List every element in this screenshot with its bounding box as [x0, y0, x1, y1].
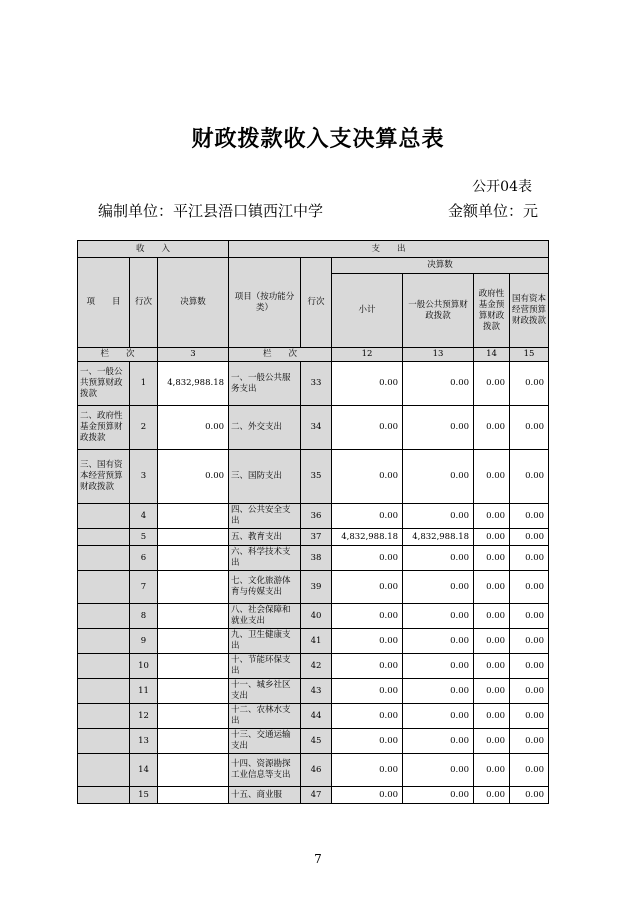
income-line-cell: 7	[130, 571, 158, 604]
expense-line-cell: 42	[301, 654, 332, 679]
gov-fund-cell: 0.00	[474, 529, 510, 546]
expense-item-cell: 十三、交通运输支出	[229, 729, 301, 754]
income-amount-cell: 4,832,988.18	[158, 362, 229, 406]
expense-line-cell: 36	[301, 504, 332, 529]
fiscal-summary-table	[77, 240, 549, 804]
table-row	[78, 604, 549, 629]
income-line-cell: 12	[130, 704, 158, 729]
income-item-cell	[78, 679, 130, 704]
expense-item-cell: 十、节能环保支出	[229, 654, 301, 679]
general-budget-cell: 0.00	[403, 546, 474, 571]
gov-fund-cell: 0.00	[474, 729, 510, 754]
general-budget-cell: 4,832,988.18	[403, 529, 474, 546]
subtotal-cell: 0.00	[332, 629, 403, 654]
expense-item-cell: 十五、商业服	[229, 787, 301, 804]
page-number: 7	[314, 852, 322, 866]
gov-fund-cell: 0.00	[474, 629, 510, 654]
subtotal-cell: 0.00	[332, 654, 403, 679]
general-budget-cell: 0.00	[403, 406, 474, 450]
expense-line-cell: 45	[301, 729, 332, 754]
income-amount-cell	[158, 529, 229, 546]
subtotal-cell: 0.00	[332, 546, 403, 571]
income-line-cell: 5	[130, 529, 158, 546]
income-amount-cell	[158, 604, 229, 629]
subtotal-cell: 0.00	[332, 406, 403, 450]
income-line-cell: 13	[130, 729, 158, 754]
general-budget-cell: 0.00	[403, 629, 474, 654]
currency-unit: 金额单位：元	[447, 202, 538, 220]
income-line-cell: 11	[130, 679, 158, 704]
income-item-cell	[78, 504, 130, 529]
income-item-cell	[78, 546, 130, 571]
gov-fund-cell: 0.00	[474, 546, 510, 571]
state-capital-cell: 0.00	[510, 571, 549, 604]
subtotal-cell: 4,832,988.18	[332, 529, 403, 546]
column-number-15: 15	[510, 348, 549, 362]
expense-line-cell: 41	[301, 629, 332, 654]
gov-fund-cell: 0.00	[474, 406, 510, 450]
gov-fund-cell: 0.00	[474, 450, 510, 504]
income-line-header: 行次	[130, 258, 158, 348]
expense-line-cell: 35	[301, 450, 332, 504]
general-budget-cell: 0.00	[403, 704, 474, 729]
state-capital-cell: 0.00	[510, 450, 549, 504]
expense-item-cell: 五、教育支出	[229, 529, 301, 546]
column-number-3: 3	[158, 348, 229, 362]
subtotal-cell: 0.00	[332, 704, 403, 729]
subtotal-cell: 0.00	[332, 754, 403, 787]
expense-line-cell: 39	[301, 571, 332, 604]
income-amount-cell	[158, 729, 229, 754]
income-line-cell: 8	[130, 604, 158, 629]
income-amount-cell	[158, 679, 229, 704]
expense-line-cell: 47	[301, 787, 332, 804]
general-budget-header: 一般公共预算财政拨款	[403, 274, 474, 348]
state-capital-cell: 0.00	[510, 529, 549, 546]
expense-item-cell: 九、卫生健康支出	[229, 629, 301, 654]
income-line-cell: 2	[130, 406, 158, 450]
expense-line-cell: 38	[301, 546, 332, 571]
state-capital-cell: 0.00	[510, 787, 549, 804]
income-item-cell	[78, 654, 130, 679]
column-number-14: 14	[474, 348, 510, 362]
income-amount-header: 决算数	[158, 258, 229, 348]
income-line-cell: 9	[130, 629, 158, 654]
reporting-unit: 编制单位：平江县浯口镇西江中学	[98, 202, 324, 220]
income-item-cell: 三、国有资本经营预算财政拨款	[78, 450, 130, 504]
general-budget-cell: 0.00	[403, 754, 474, 787]
table-row	[78, 704, 549, 729]
income-amount-cell	[158, 546, 229, 571]
column-number-13: 13	[403, 348, 474, 362]
state-capital-cell: 0.00	[510, 406, 549, 450]
column-number-row	[78, 348, 549, 362]
table-row	[78, 406, 549, 450]
state-capital-cell: 0.00	[510, 604, 549, 629]
subtotal-cell: 0.00	[332, 787, 403, 804]
expense-line-cell: 33	[301, 362, 332, 406]
income-item-cell	[78, 787, 130, 804]
income-item-cell	[78, 529, 130, 546]
income-line-cell: 15	[130, 787, 158, 804]
general-budget-cell: 0.00	[403, 679, 474, 704]
expense-header: 支 出	[229, 241, 549, 258]
expense-line-cell: 37	[301, 529, 332, 546]
subtotal-cell: 0.00	[332, 729, 403, 754]
gov-fund-cell: 0.00	[474, 604, 510, 629]
income-line-cell: 4	[130, 504, 158, 529]
gov-fund-cell: 0.00	[474, 654, 510, 679]
expense-item-cell: 四、公共安全支出	[229, 504, 301, 529]
income-header: 收 入	[78, 241, 229, 258]
income-amount-cell: 0.00	[158, 450, 229, 504]
state-capital-cell: 0.00	[510, 362, 549, 406]
income-amount-cell	[158, 704, 229, 729]
subtotal-cell: 0.00	[332, 604, 403, 629]
subtotal-cell: 0.00	[332, 571, 403, 604]
income-amount-cell	[158, 754, 229, 787]
income-amount-cell	[158, 504, 229, 529]
expense-item-cell: 十四、资源勘探工业信息等支出	[229, 754, 301, 787]
income-line-cell: 14	[130, 754, 158, 787]
gov-fund-cell: 0.00	[474, 571, 510, 604]
expense-line-header: 行次	[301, 258, 332, 348]
general-budget-cell: 0.00	[403, 450, 474, 504]
income-item-cell	[78, 604, 130, 629]
subtotal-header: 小计	[332, 274, 403, 348]
state-capital-header: 国有资本经营预算财政拨款	[510, 274, 549, 348]
income-line-cell: 10	[130, 654, 158, 679]
income-amount-cell	[158, 571, 229, 604]
state-capital-cell: 0.00	[510, 629, 549, 654]
income-item-header: 项 目	[78, 258, 130, 348]
table-row	[78, 362, 549, 406]
expense-item-header: 项目（按功能分类）	[229, 258, 301, 348]
table-row	[78, 679, 549, 704]
income-amount-cell: 0.00	[158, 406, 229, 450]
subtotal-cell: 0.00	[332, 504, 403, 529]
table-row	[78, 450, 549, 504]
income-amount-cell	[158, 629, 229, 654]
expense-item-cell: 一、一般公共服务支出	[229, 362, 301, 406]
expense-line-cell: 43	[301, 679, 332, 704]
table-row	[78, 729, 549, 754]
income-line-cell: 3	[130, 450, 158, 504]
gov-fund-cell: 0.00	[474, 787, 510, 804]
state-capital-cell: 0.00	[510, 504, 549, 529]
column-number-12: 12	[332, 348, 403, 362]
state-capital-cell: 0.00	[510, 704, 549, 729]
table-row	[78, 787, 549, 804]
general-budget-cell: 0.00	[403, 654, 474, 679]
income-item-cell	[78, 704, 130, 729]
general-budget-cell: 0.00	[403, 729, 474, 754]
subtotal-cell: 0.00	[332, 679, 403, 704]
gov-fund-cell: 0.00	[474, 504, 510, 529]
header-row-2	[78, 258, 549, 274]
header-row-1	[78, 241, 549, 258]
income-item-cell	[78, 629, 130, 654]
income-item-cell: 二、政府性基金预算财政拨款	[78, 406, 130, 450]
column-label-income: 栏 次	[78, 348, 158, 362]
table-row	[78, 754, 549, 787]
income-item-cell: 一、一般公共预算财政拨款	[78, 362, 130, 406]
table-row	[78, 571, 549, 604]
state-capital-cell: 0.00	[510, 654, 549, 679]
page-title: 财政拨款收入支决算总表	[191, 126, 445, 152]
state-capital-cell: 0.00	[510, 679, 549, 704]
expense-item-cell: 十一、城乡社区支出	[229, 679, 301, 704]
juesuan-header: 决算数	[332, 258, 549, 274]
expense-item-cell: 三、国防支出	[229, 450, 301, 504]
expense-item-cell: 六、科学技术支出	[229, 546, 301, 571]
form-number: 公开04表	[472, 179, 532, 195]
general-budget-cell: 0.00	[403, 604, 474, 629]
income-amount-cell	[158, 787, 229, 804]
expense-line-cell: 34	[301, 406, 332, 450]
table-row	[78, 504, 549, 529]
table-row	[78, 529, 549, 546]
general-budget-cell: 0.00	[403, 504, 474, 529]
expense-item-cell: 二、外交支出	[229, 406, 301, 450]
expense-item-cell: 八、社会保障和就业支出	[229, 604, 301, 629]
expense-line-cell: 40	[301, 604, 332, 629]
income-item-cell	[78, 754, 130, 787]
income-line-cell: 1	[130, 362, 158, 406]
gov-fund-cell: 0.00	[474, 704, 510, 729]
income-amount-cell	[158, 654, 229, 679]
table-row	[78, 546, 549, 571]
subtotal-cell: 0.00	[332, 362, 403, 406]
state-capital-cell: 0.00	[510, 754, 549, 787]
gov-fund-cell: 0.00	[474, 679, 510, 704]
expense-item-cell: 十二、农林水支出	[229, 704, 301, 729]
subtotal-cell: 0.00	[332, 450, 403, 504]
income-item-cell	[78, 729, 130, 754]
general-budget-cell: 0.00	[403, 362, 474, 406]
income-item-cell	[78, 571, 130, 604]
state-capital-cell: 0.00	[510, 546, 549, 571]
expense-line-cell: 44	[301, 704, 332, 729]
expense-line-cell: 46	[301, 754, 332, 787]
gov-fund-header: 政府性基金预算财政拨款	[474, 274, 510, 348]
general-budget-cell: 0.00	[403, 571, 474, 604]
expense-item-cell: 七、文化旅游体育与传媒支出	[229, 571, 301, 604]
table-row	[78, 654, 549, 679]
state-capital-cell: 0.00	[510, 729, 549, 754]
table-row	[78, 629, 549, 654]
gov-fund-cell: 0.00	[474, 754, 510, 787]
income-line-cell: 6	[130, 546, 158, 571]
general-budget-cell: 0.00	[403, 787, 474, 804]
gov-fund-cell: 0.00	[474, 362, 510, 406]
column-label-expense: 栏 次	[229, 348, 332, 362]
